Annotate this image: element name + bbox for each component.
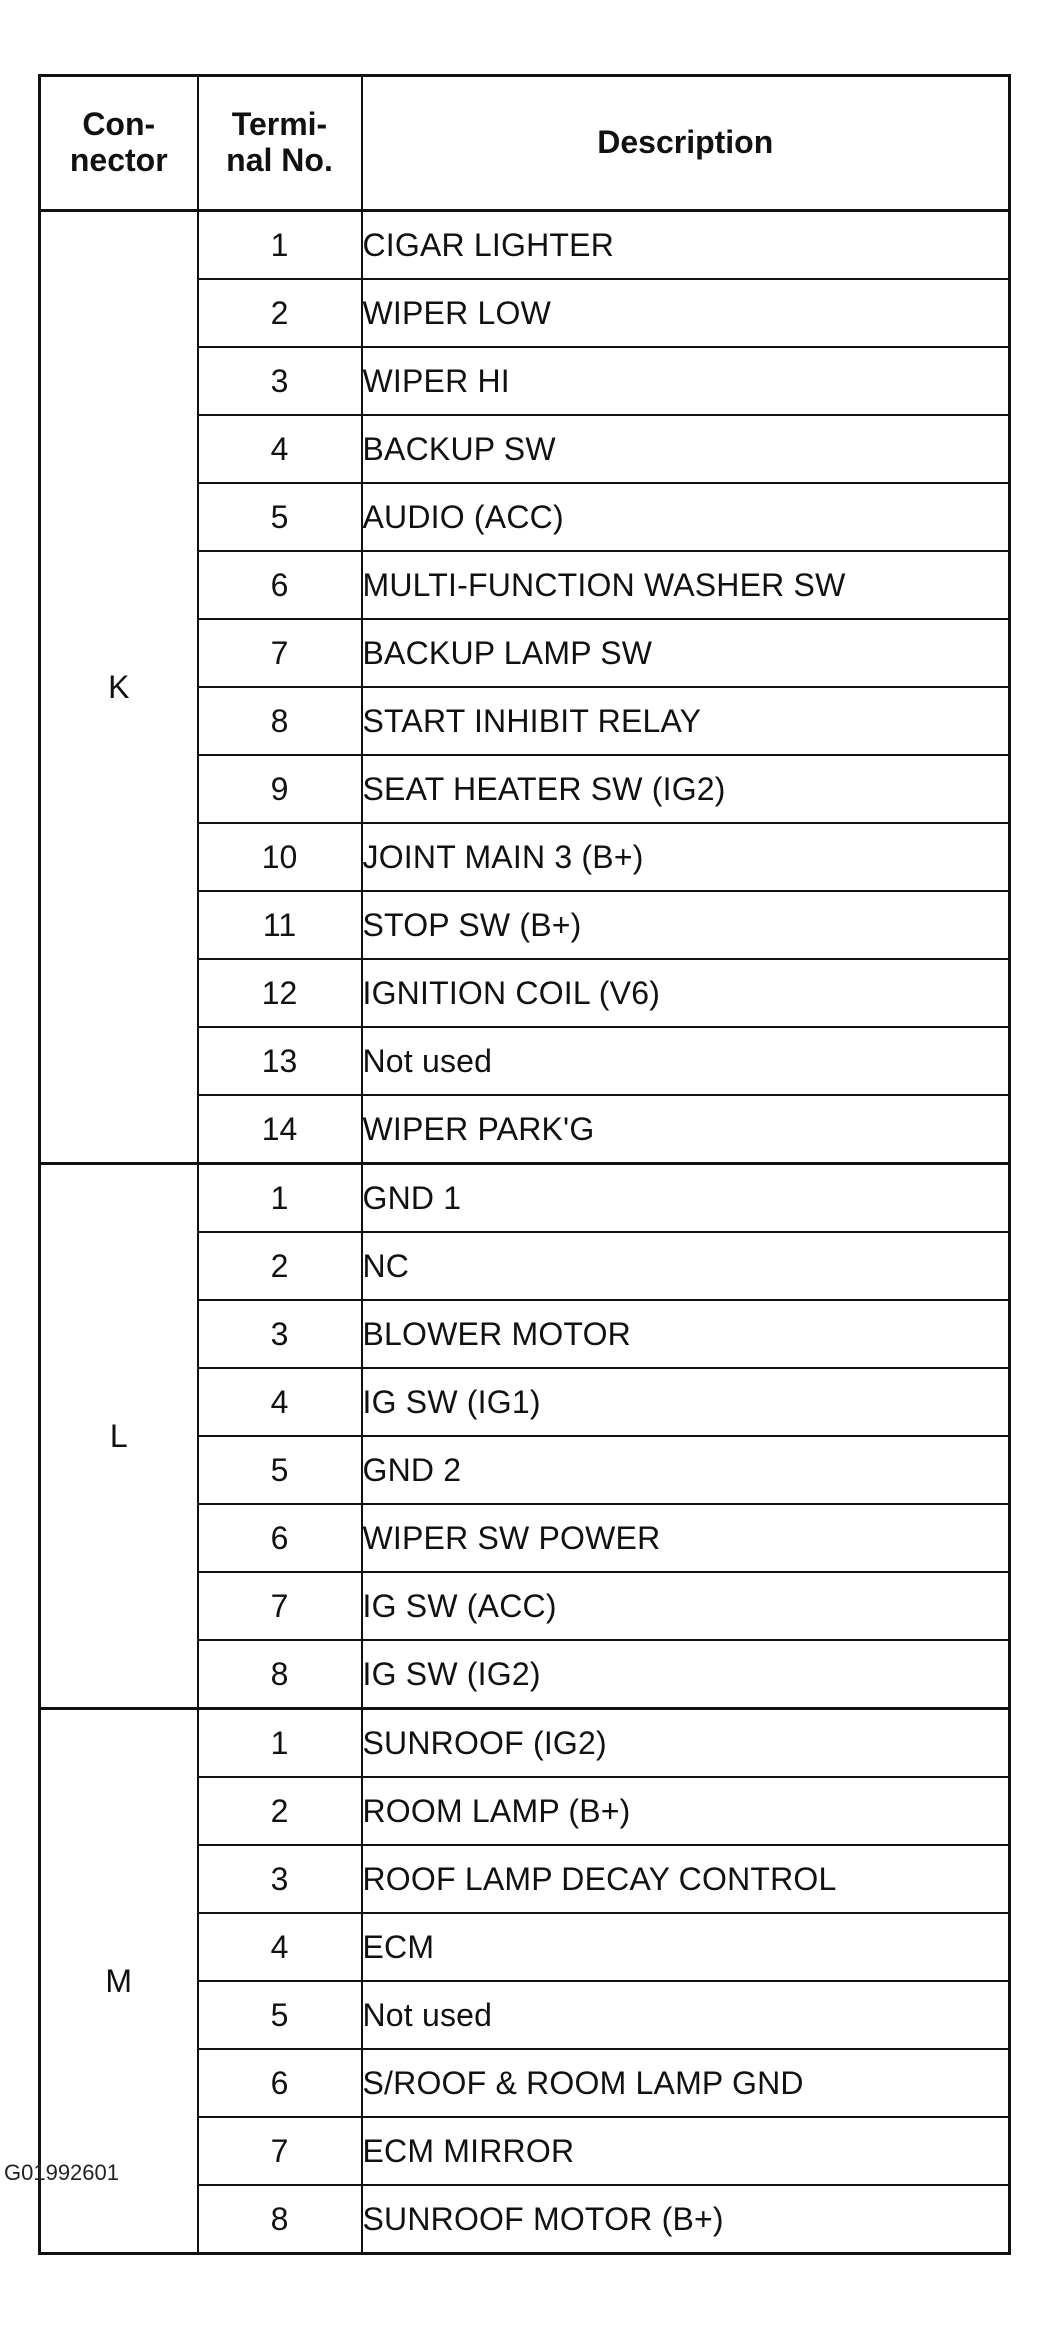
terminal-description: IG SW (ACC) xyxy=(362,1572,1010,1640)
connector-label: L xyxy=(40,1164,198,1709)
terminal-number: 14 xyxy=(198,1095,362,1164)
terminal-number: 11 xyxy=(198,891,362,959)
terminal-number: 6 xyxy=(198,1504,362,1572)
table-header-row xyxy=(40,76,1010,211)
terminal-description: JOINT MAIN 3 (B+) xyxy=(362,823,1010,891)
terminal-description: BACKUP LAMP SW xyxy=(362,619,1010,687)
connector-label: K xyxy=(40,211,198,1164)
terminal-number: 13 xyxy=(198,1027,362,1095)
terminal-number: 6 xyxy=(198,2049,362,2117)
terminal-number: 2 xyxy=(198,1232,362,1300)
terminal-description: IG SW (IG2) xyxy=(362,1640,1010,1709)
terminal-description: WIPER HI xyxy=(362,347,1010,415)
terminal-description: SUNROOF MOTOR (B+) xyxy=(362,2185,1010,2254)
terminal-description: ECM xyxy=(362,1913,1010,1981)
terminal-number: 8 xyxy=(198,1640,362,1709)
terminal-number: 4 xyxy=(198,1913,362,1981)
terminal-number: 7 xyxy=(198,2117,362,2185)
terminal-description: AUDIO (ACC) xyxy=(362,483,1010,551)
connector-column-header: Con- nector xyxy=(40,76,198,211)
terminal-description: S/ROOF & ROOM LAMP GND xyxy=(362,2049,1010,2117)
terminal-number: 2 xyxy=(198,279,362,347)
table-row xyxy=(40,1709,1010,1778)
terminal-description: BLOWER MOTOR xyxy=(362,1300,1010,1368)
terminal-description: Not used xyxy=(362,1981,1010,2049)
terminal-description: MULTI-FUNCTION WASHER SW xyxy=(362,551,1010,619)
table-row xyxy=(40,211,1010,280)
terminal-description: GND 2 xyxy=(362,1436,1010,1504)
terminal-number: 9 xyxy=(198,755,362,823)
terminal-number: 5 xyxy=(198,1981,362,2049)
terminal-number: 3 xyxy=(198,1300,362,1368)
terminal-description: GND 1 xyxy=(362,1164,1010,1233)
terminal-description: SEAT HEATER SW (IG2) xyxy=(362,755,1010,823)
terminal-description: IG SW (IG1) xyxy=(362,1368,1010,1436)
terminal-number: 8 xyxy=(198,687,362,755)
terminal-number: 4 xyxy=(198,415,362,483)
connector-group-l xyxy=(40,1164,1010,1709)
terminal-description: START INHIBIT RELAY xyxy=(362,687,1010,755)
terminal-description: ROOF LAMP DECAY CONTROL xyxy=(362,1845,1010,1913)
connector-group-k xyxy=(40,211,1010,1164)
terminal-number: 12 xyxy=(198,959,362,1027)
connector-table-sheet xyxy=(38,74,1011,2255)
terminal-description: ROOM LAMP (B+) xyxy=(362,1777,1010,1845)
terminal-description: WIPER SW POWER xyxy=(362,1504,1010,1572)
terminal-number: 1 xyxy=(198,1709,362,1778)
terminal-description: WIPER PARK'G xyxy=(362,1095,1010,1164)
figure-code: G01992601 xyxy=(4,2160,119,2185)
terminal-number: 4 xyxy=(198,1368,362,1436)
connector-label: M xyxy=(40,1709,198,2254)
terminal-number: 1 xyxy=(198,1164,362,1233)
terminal-number: 10 xyxy=(198,823,362,891)
terminal-description: CIGAR LIGHTER xyxy=(362,211,1010,280)
terminal-description: BACKUP SW xyxy=(362,415,1010,483)
terminal-number: 1 xyxy=(198,211,362,280)
description-column-header: Description xyxy=(362,76,1010,211)
terminal-description: NC xyxy=(362,1232,1010,1300)
terminal-description: SUNROOF (IG2) xyxy=(362,1709,1010,1778)
terminal-number: 7 xyxy=(198,619,362,687)
terminal-column-header: Termi- nal No. xyxy=(198,76,362,211)
terminal-description: IGNITION COIL (V6) xyxy=(362,959,1010,1027)
terminal-description: WIPER LOW xyxy=(362,279,1010,347)
terminal-description: Not used xyxy=(362,1027,1010,1095)
terminal-number: 6 xyxy=(198,551,362,619)
table-row xyxy=(40,1164,1010,1233)
terminal-number: 8 xyxy=(198,2185,362,2254)
terminal-number: 3 xyxy=(198,347,362,415)
terminal-description: ECM MIRROR xyxy=(362,2117,1010,2185)
terminal-number: 7 xyxy=(198,1572,362,1640)
terminal-number: 5 xyxy=(198,483,362,551)
terminal-description: STOP SW (B+) xyxy=(362,891,1010,959)
connector-group-m xyxy=(40,1709,1010,2254)
connector-terminal-table xyxy=(38,74,1011,2255)
terminal-number: 5 xyxy=(198,1436,362,1504)
terminal-number: 2 xyxy=(198,1777,362,1845)
terminal-number: 3 xyxy=(198,1845,362,1913)
